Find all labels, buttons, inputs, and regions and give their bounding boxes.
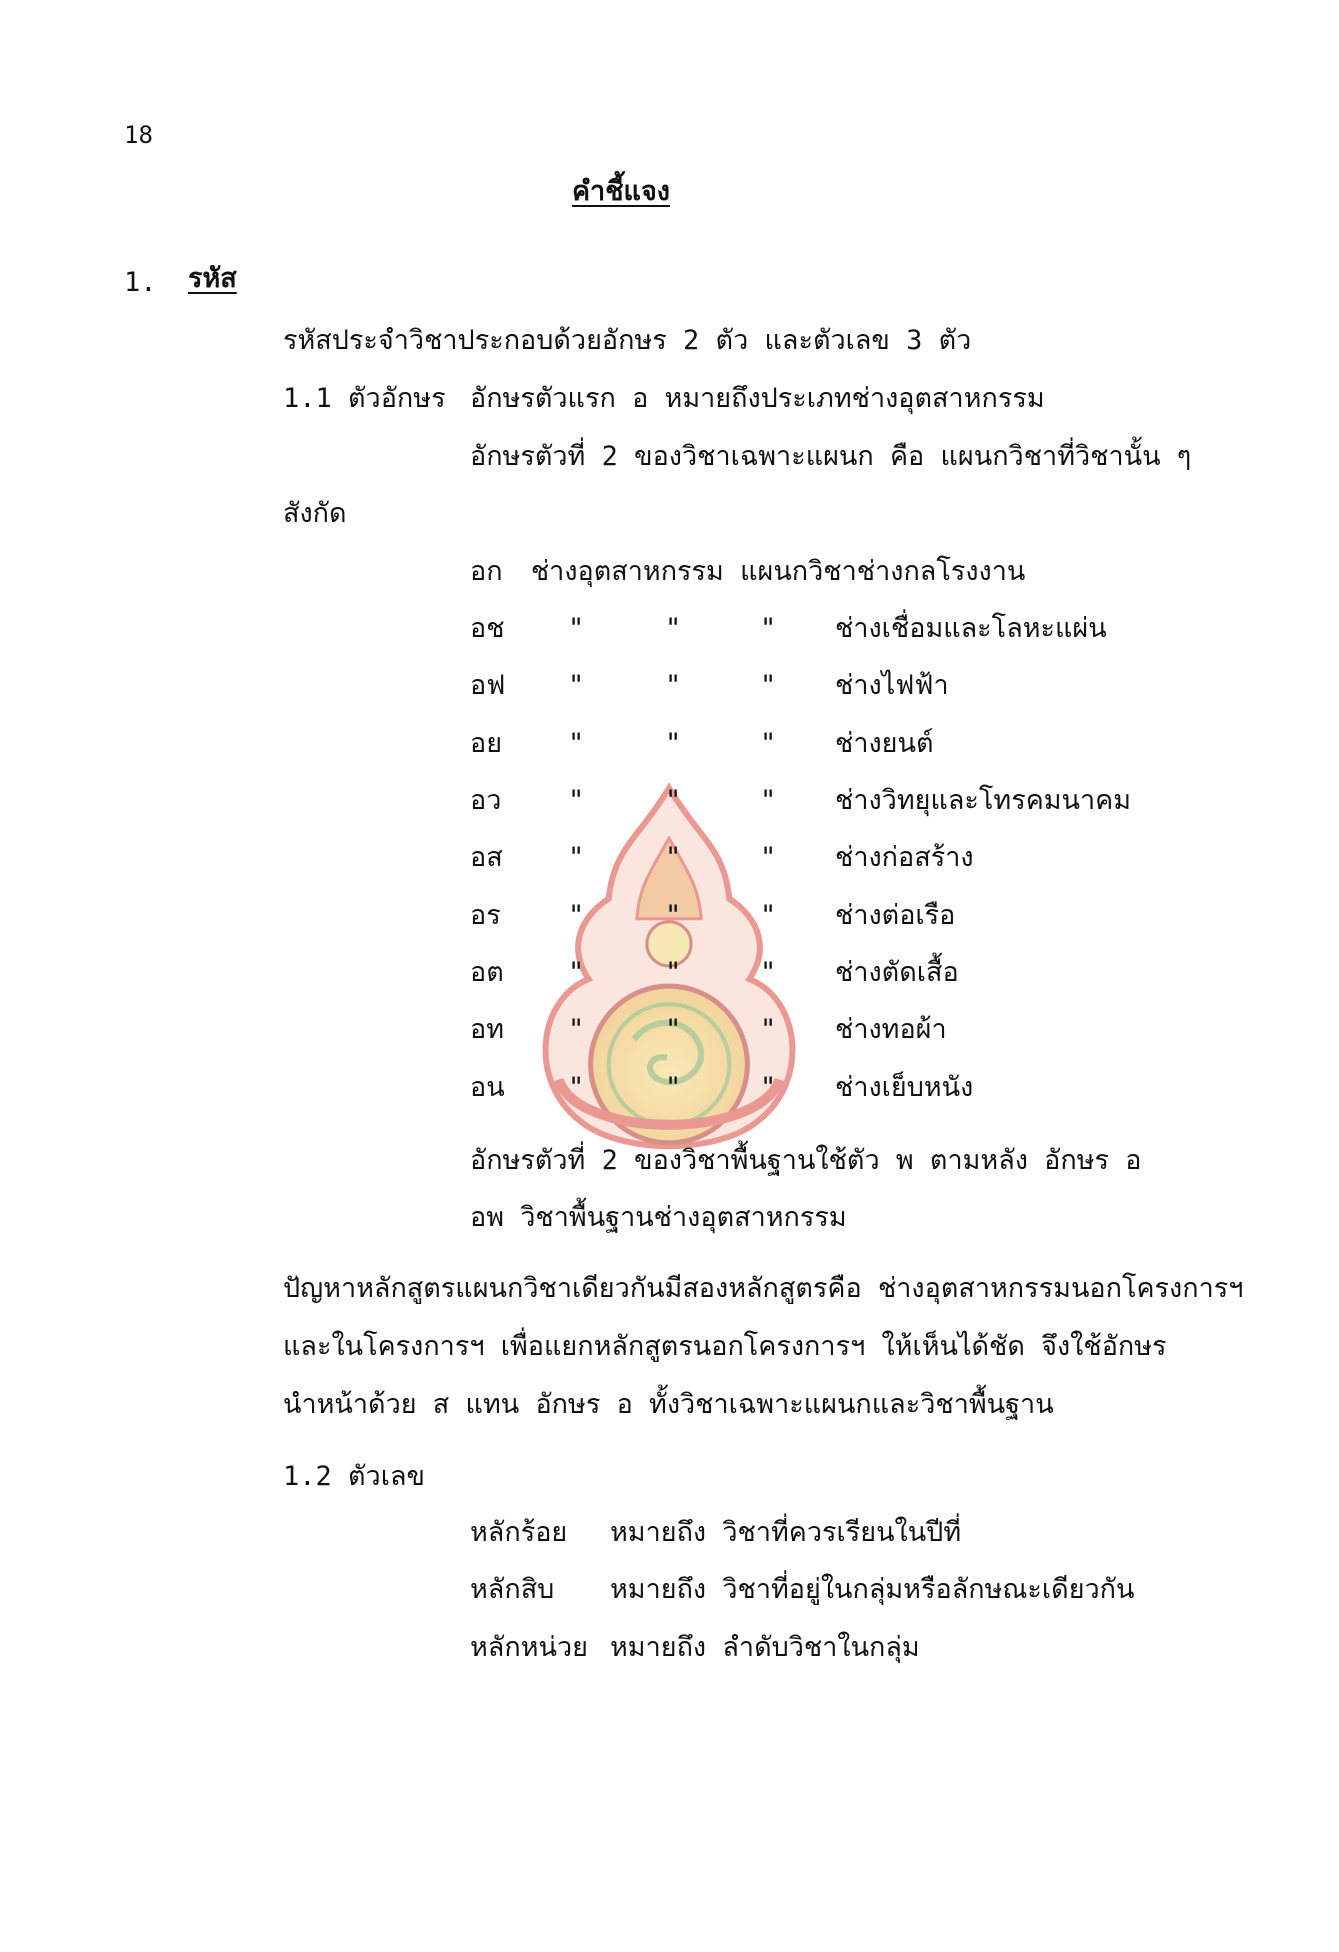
ditto-mark: " xyxy=(568,670,585,701)
digit-place: หลักสิบ xyxy=(470,1574,555,1605)
digit-meaning: หมายถึง วิชาที่ควรเรียนในปีที่ xyxy=(610,1517,962,1548)
ditto-mark: " xyxy=(760,670,777,701)
code-text: ช่างเชื่อมและโลหะแผ่น xyxy=(835,613,1107,644)
ditto-mark: " xyxy=(665,728,682,759)
code-row xyxy=(470,555,1025,589)
ditto-mark: " xyxy=(665,1072,682,1103)
ditto-mark: " xyxy=(760,728,777,759)
code: อร xyxy=(470,900,501,931)
code-text: ช่างยนต์ xyxy=(835,728,934,759)
ditto-mark: " xyxy=(568,900,585,931)
subsection-1-1-label: 1.1 ตัวอักษร xyxy=(283,383,446,414)
ditto-mark: " xyxy=(568,613,585,644)
ditto-mark: " xyxy=(665,957,682,988)
code-text: ช่างก่อสร้าง xyxy=(835,842,974,873)
code: อส xyxy=(470,842,503,873)
code-text: ช่างเย็บหนัง xyxy=(835,1072,974,1103)
page-number: 18 xyxy=(124,121,153,149)
digit-meaning: หมายถึง ลำดับวิชาในกลุ่ม xyxy=(610,1632,920,1663)
code-text: ช่างทอผ้า xyxy=(835,1014,947,1045)
paragraph-line: นำหน้าด้วย ส แทน อักษร อ ทั้งวิชาเฉพาะแผนกและวิชาพื้นฐาน xyxy=(283,1389,1054,1420)
second-letter-text: อักษรตัวที่ 2 ของวิชาเฉพาะแผนก คือ แผนกวิชาที่วิชานั้น ๆ xyxy=(470,441,1192,472)
ditto-mark: " xyxy=(568,1014,585,1045)
code: อย xyxy=(470,728,503,759)
ditto-mark: " xyxy=(665,1014,682,1045)
page-title: คำชี้แจง xyxy=(572,176,670,207)
code: อฟ xyxy=(470,670,506,701)
ditto-mark: " xyxy=(665,785,682,816)
code: อช xyxy=(470,613,505,644)
code: อว xyxy=(470,785,502,816)
code-text: ช่างไฟฟ้า xyxy=(835,670,949,701)
ditto-mark: " xyxy=(665,613,682,644)
code: อต xyxy=(470,957,504,988)
digit-place: หลักร้อย xyxy=(470,1517,568,1548)
code-text: ช่างวิทยุและโทรคมนาคม xyxy=(835,785,1132,816)
code-text: ช่างตัดเสื้อ xyxy=(835,957,959,988)
ditto-mark: " xyxy=(568,785,585,816)
code: อท xyxy=(470,1014,505,1045)
ditto-mark: " xyxy=(568,957,585,988)
first-letter-text: อักษรตัวแรก อ หมายถึงประเภทช่างอุตสาหกรรม xyxy=(470,383,1045,414)
ditto-mark: " xyxy=(760,900,777,931)
basic-code-text: อพ วิชาพื้นฐานช่างอุตสาหกรรม xyxy=(470,1202,847,1233)
section-heading: รหัส xyxy=(188,263,237,294)
code-text: ช่างต่อเรือ xyxy=(835,900,956,931)
section-intro: รหัสประจำวิชาประกอบด้วยอักษร 2 ตัว และตัวเลข 3 ตัว xyxy=(283,325,972,356)
ditto-mark: " xyxy=(760,785,777,816)
code: อน xyxy=(470,1072,505,1103)
code: อก xyxy=(470,556,503,587)
basic-letter-text: อักษรตัวที่ 2 ของวิชาพื้นฐานใช้ตัว พ ตามหลัง อักษร อ xyxy=(470,1145,1142,1176)
ditto-mark: " xyxy=(760,1014,777,1045)
ditto-mark: " xyxy=(760,842,777,873)
ditto-mark: " xyxy=(665,670,682,701)
ditto-mark: " xyxy=(760,613,777,644)
paragraph-line: และในโครงการฯ เพื่อแยกหลักสูตรนอกโครงการฯ ให้เห็นได้ชัด จึงใช้อักษร xyxy=(283,1331,1167,1362)
ditto-mark: " xyxy=(760,1072,777,1103)
ditto-mark: " xyxy=(665,842,682,873)
section-number: 1. xyxy=(124,267,157,298)
ditto-mark: " xyxy=(760,957,777,988)
digit-place: หลักหน่วย xyxy=(470,1632,588,1663)
second-letter-continuation: สังกัด xyxy=(283,498,347,529)
digit-meaning: หมายถึง วิชาที่อยู่ในกลุ่มหรือลักษณะเดียวกัน xyxy=(610,1574,1135,1605)
ditto-mark: " xyxy=(568,842,585,873)
subsection-1-2-label: 1.2 ตัวเลข xyxy=(283,1461,425,1492)
ditto-mark: " xyxy=(665,900,682,931)
ditto-mark: " xyxy=(568,1072,585,1103)
code-text: ช่างอุตสาหกรรม แผนกวิชาช่างกลโรงงาน xyxy=(530,556,1026,587)
ditto-mark: " xyxy=(568,728,585,759)
paragraph-line: ปัญหาหลักสูตรแผนกวิชาเดียวกันมีสองหลักสูตรคือ ช่างอุตสาหกรรมนอกโครงการฯ xyxy=(283,1273,1244,1304)
